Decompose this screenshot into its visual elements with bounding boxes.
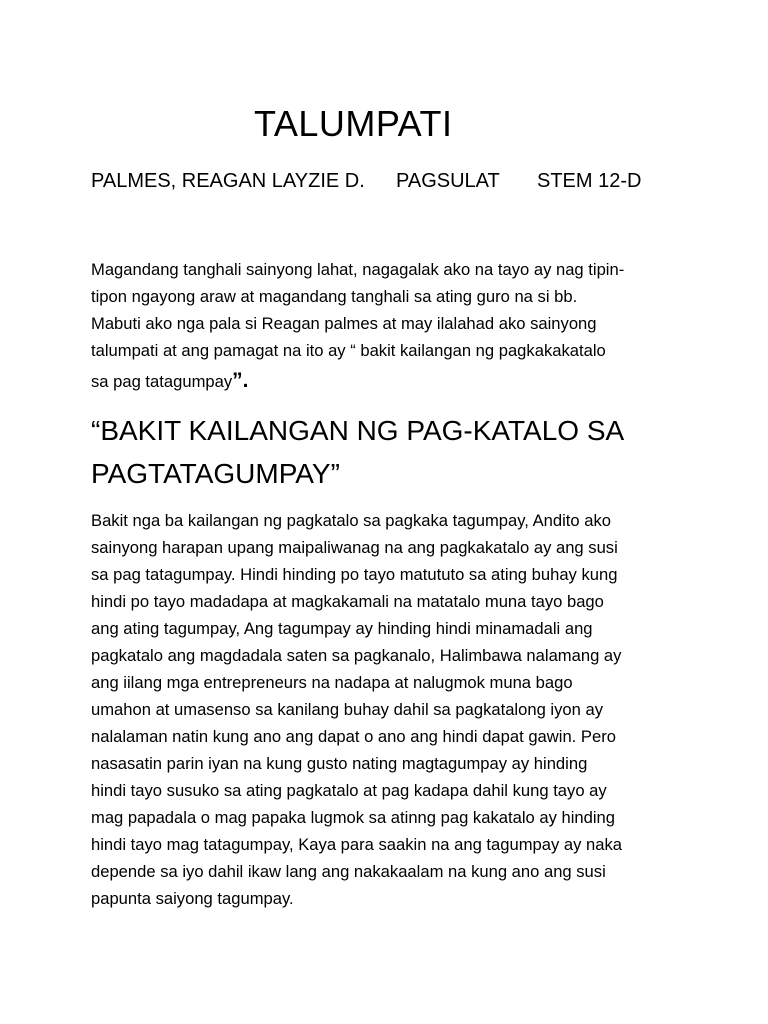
body-line: papunta saiyong tagumpay. [91, 889, 294, 908]
body-line: ang ating tagumpay, Ang tagumpay ay hinding hindi minamadali ang [91, 619, 593, 638]
body-line: hindi po tayo madadapa at magkakamali na matatalo muna tayo bago [91, 592, 604, 611]
body-line: sa pag tatagumpay. Hindi hinding po tayo matututo sa ating buhay kung [91, 565, 618, 584]
body-line: nasasatin parin iyan na kung gusto nating magtagumpay ay hinding [91, 754, 588, 773]
intro-line: Magandang tanghali sainyong lahat, nagagalak ako na tayo ay nag tipin- [91, 260, 625, 279]
byline [91, 166, 641, 196]
intro-line: talumpati at ang pamagat na ito ay “ bakit kailangan ng pagkakakatalo [91, 341, 606, 360]
body-line: hindi tayo susuko sa ating pagkatalo at pag kadapa dahil kung tayo ay [91, 781, 607, 800]
author-name: PALMES, REAGAN LAYZIE D. [91, 170, 365, 192]
intro-line: tipon ngayong araw at magandang tanghali sa ating guro na si bb. [91, 287, 578, 306]
body-line: Bakit nga ba kailangan ng pagkatalo sa pagkaka tagumpay, Andito ako [91, 511, 612, 530]
body-line: depende sa iyo dahil ikaw lang ang nakakaalam na kung ano ang susi [91, 862, 606, 881]
section-label: STEM 12-D [537, 170, 642, 192]
body-line: ang iilang mga entrepreneurs na nadapa at nalugmok muna bago [91, 673, 573, 692]
body-line: pagkatalo ang magdadala saten sa pagkanalo, Halimbawa nalamang ay [91, 646, 622, 665]
body-line: umahon at umasenso sa kanilang buhay dahil sa pagkatalong iyon ay [91, 700, 603, 719]
intro-line-last [91, 367, 249, 395]
body-line: nalalaman natin kung ano ang dapat o ano ang hindi dapat gawin. Pero [91, 727, 616, 746]
speech-heading-line: PAGTATAGUMPAY” [91, 458, 340, 489]
body-line: mag papadala o mag papaka lugmok sa atinng pag kakatalo ay hinding [91, 808, 615, 827]
document-title: TALUMPATI [254, 103, 453, 144]
subject-label: PAGSULAT [396, 170, 500, 192]
intro-line: Mabuti ako nga pala si Reagan palmes at may ilalahad ako sainyong [91, 314, 597, 333]
body-line: hindi tayo mag tatagumpay, Kaya para saakin na ang tagumpay ay naka [91, 835, 623, 854]
body-line: sainyong harapan upang maipaliwanag na ang pagkakatalo ay ang susi [91, 538, 618, 557]
speech-heading-line: “BAKIT KAILANGAN NG PAG-KATALO SA [91, 415, 625, 446]
intro-line-text: sa pag tatagumpay [91, 372, 233, 391]
closing-quote: ”. [232, 369, 249, 392]
